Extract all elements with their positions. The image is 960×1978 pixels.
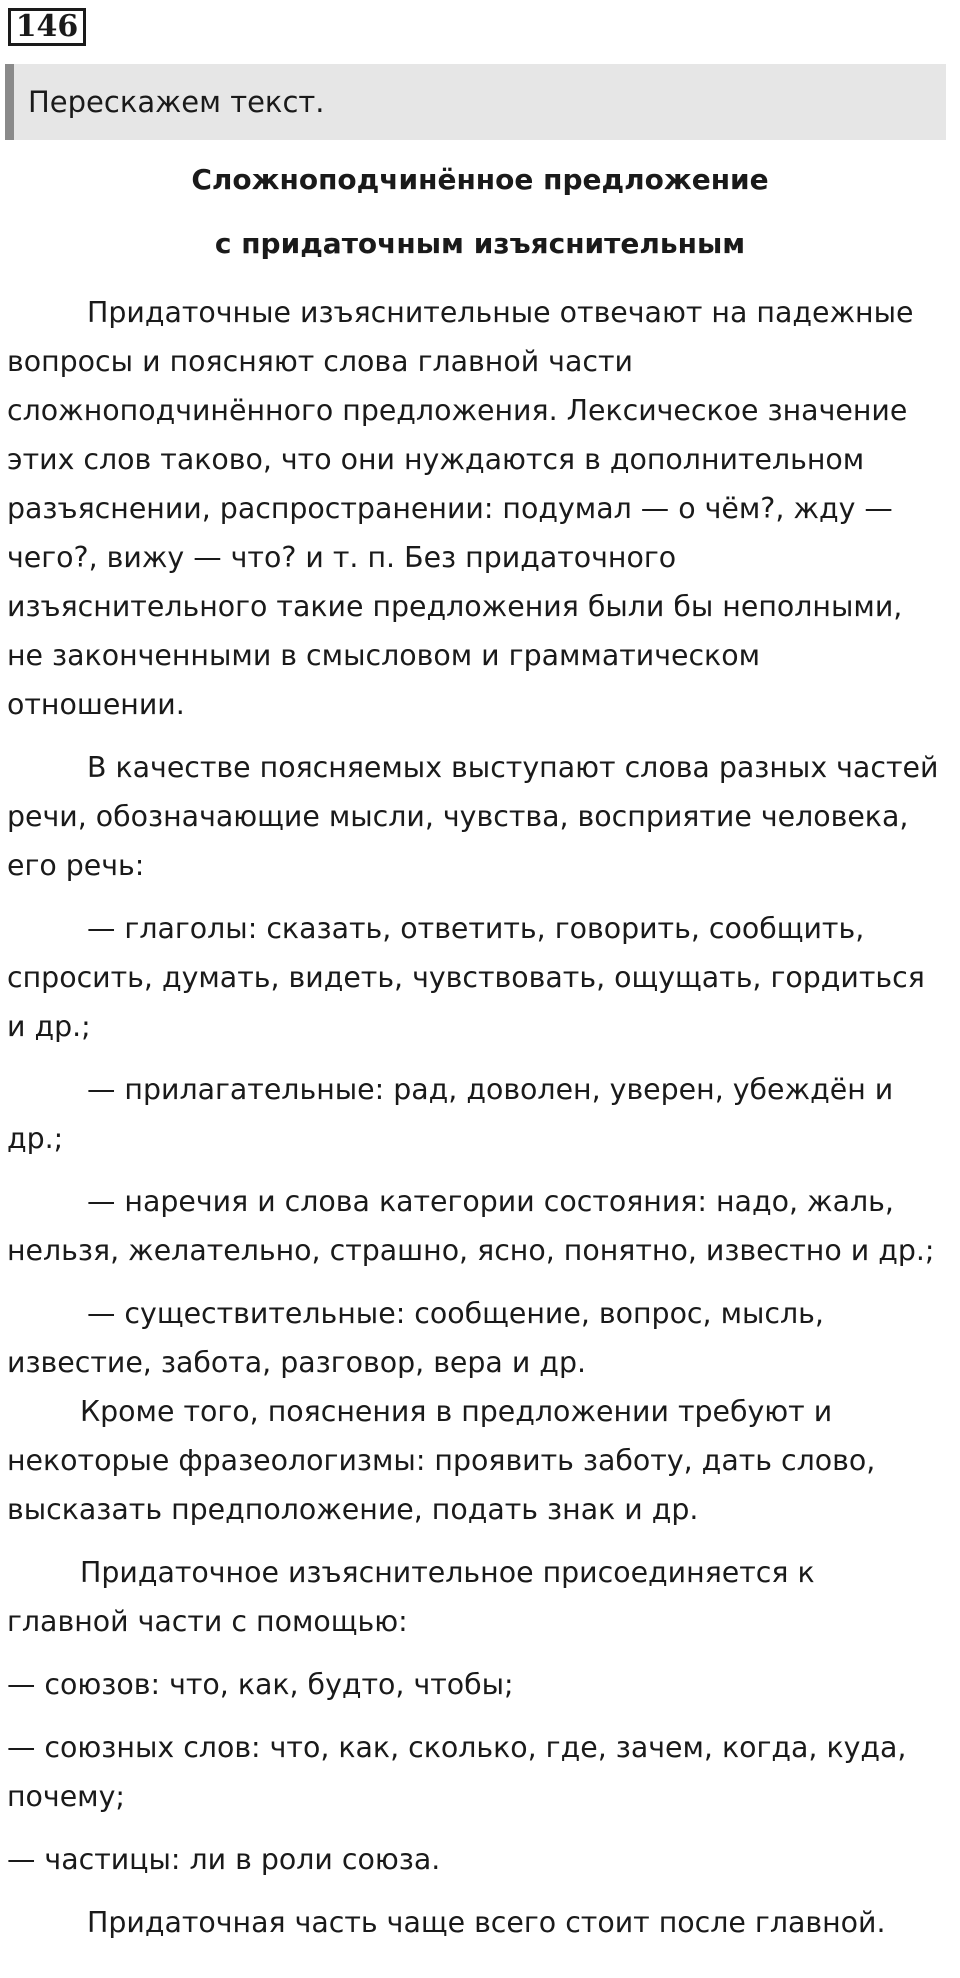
- body-text: [7, 288, 959, 1947]
- para-phraseologisms: [7, 1387, 959, 1534]
- item-nouns: [7, 1289, 959, 1387]
- text-line: разъяснении, распространении: подумал — о чём?, жду —: [7, 492, 893, 525]
- paragraph-gap: [7, 1646, 959, 1660]
- text-line: некоторые фразеологизмы: проявить заботу, дать слово,: [7, 1444, 876, 1477]
- text-line: — прилагательные: рад, доволен, уверен, убеждён и: [87, 1073, 894, 1106]
- paragraph-gap: [7, 729, 959, 743]
- item-verbs: [7, 904, 959, 1051]
- text-line: — существительные: сообщение, вопрос, мысль,: [87, 1297, 824, 1330]
- text-line: нельзя, желательно, страшно, ясно, понятно, известно и др.;: [7, 1234, 935, 1267]
- text-line: главной части с помощью:: [7, 1605, 408, 1638]
- text-line: — наречия и слова категории состояния: надо, жаль,: [87, 1185, 894, 1218]
- text-line: изъяснительного такие предложения были бы неполными,: [7, 590, 903, 623]
- paragraph-gap: [7, 1051, 959, 1065]
- text-line: этих слов таково, что они нуждаются в дополнительном: [7, 443, 865, 476]
- text-line: Придаточное изъяснительное присоединяется к: [80, 1556, 815, 1589]
- text-line: др.;: [7, 1122, 64, 1155]
- item-particles: [7, 1835, 959, 1884]
- text-line: отношении.: [7, 688, 185, 721]
- text-line: — союзов: что, как, будто, чтобы;: [7, 1668, 514, 1701]
- exercise-number: 146: [8, 8, 86, 46]
- paragraph-gap: [7, 1534, 959, 1548]
- para-explained-words: [7, 743, 959, 890]
- para-definition: [7, 288, 959, 729]
- para-position: [7, 1898, 959, 1947]
- text-line: речи, обозначающие мысли, чувства, восприятие человека,: [7, 800, 909, 833]
- paragraph-gap: [7, 1163, 959, 1177]
- item-conjunctions: [7, 1660, 959, 1709]
- para-joining: [7, 1548, 959, 1646]
- paragraph-gap: [7, 1821, 959, 1835]
- text-line: Придаточная часть чаще всего стоит после главной.: [87, 1906, 886, 1939]
- text-line: сложноподчинённого предложения. Лексическое значение: [7, 394, 908, 427]
- text-line: чего?, вижу — что? и т. п. Без придаточного: [7, 541, 677, 574]
- paragraph-gap: [7, 1884, 959, 1898]
- item-adjectives: [7, 1065, 959, 1163]
- text-line: высказать предположение, подать знак и др.: [7, 1493, 699, 1526]
- text-line: — глаголы: сказать, ответить, говорить, сообщить,: [87, 912, 865, 945]
- task-instruction: Перескажем текст.: [5, 64, 946, 140]
- item-allied-words: [7, 1723, 959, 1821]
- text-line: — частицы: ли в роли союза.: [7, 1843, 441, 1876]
- text-line: вопросы и поясняют слова главной части: [7, 345, 633, 378]
- text-line: В качестве поясняемых выступают слова разных частей: [87, 751, 939, 784]
- text-line: не законченными в смысловом и грамматическом: [7, 639, 760, 672]
- text-line: почему;: [7, 1780, 125, 1813]
- text-line: Кроме того, пояснения в предложении требуют и: [80, 1395, 833, 1428]
- text-line: спросить, думать, видеть, чувствовать, ощущать, гордиться: [7, 961, 925, 994]
- item-adverbs: [7, 1177, 959, 1275]
- text-line: его речь:: [7, 849, 145, 882]
- paragraph-gap: [7, 890, 959, 904]
- text-line: известие, забота, разговор, вера и др.: [7, 1346, 586, 1379]
- text-line: — союзных слов: что, как, сколько, где, зачем, когда, куда,: [7, 1731, 907, 1764]
- title-line-2: с придаточным изъяснительным: [214, 227, 746, 260]
- text-line: и др.;: [7, 1010, 91, 1043]
- paragraph-gap: [7, 1275, 959, 1289]
- text-line: Придаточные изъяснительные отвечают на падежные: [87, 296, 914, 329]
- title-line-1: Сложноподчинённое предложение: [191, 163, 769, 196]
- paragraph-gap: [7, 1709, 959, 1723]
